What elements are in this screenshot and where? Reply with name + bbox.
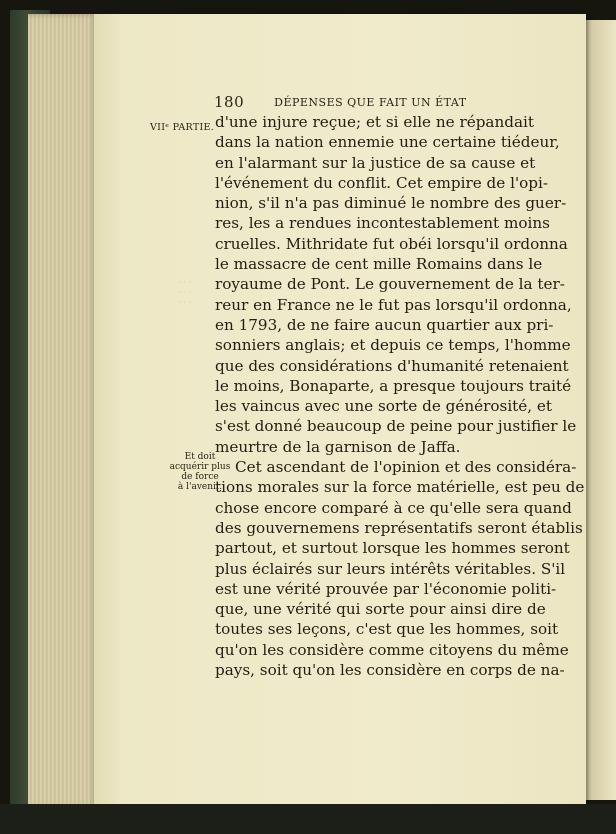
text-line: en l'alarmant sur la justice de sa cause et	[215, 153, 536, 172]
text-line: tions morales sur la force matérielle, est peu de	[215, 478, 585, 497]
text-line: l'événement du conflit. Cet empire de l'opi-	[215, 173, 548, 192]
running-head	[214, 93, 530, 111]
text-line: reur en France ne le fut pas lorsqu'il ordonna,	[215, 295, 572, 314]
text-line: le moins, Bonaparte, a presque toujours traité	[215, 376, 572, 395]
paragraph	[215, 112, 577, 457]
text-line: en 1793, de ne faire aucun quartier aux pri-	[215, 315, 554, 334]
text-line: des gouvernemens représentatifs seront établis	[215, 518, 583, 537]
facing-page-edge	[586, 20, 616, 800]
text-line: que, une vérité qui sorte pour ainsi dire de	[215, 600, 546, 619]
side-note-line: Et doit	[184, 452, 216, 462]
text-line: cruelles. Mithridate fut obéi lorsqu'il ordonna	[215, 234, 568, 253]
text-line: meurtre de la garnison de Jaffa.	[215, 437, 461, 456]
running-title: DÉPENSES QUE FAIT UN ÉTAT	[274, 96, 467, 109]
text-line: Cet ascendant de l'opinion et des considéra-	[235, 458, 577, 477]
text-line: royaume de Pont. Le gouvernement de la ter-	[215, 275, 565, 294]
show-through-text: · · · · · · · · ·	[178, 278, 192, 307]
side-note-line: à l'avenir.	[177, 482, 223, 492]
text-line: d'une injure reçue; et si elle ne répandait	[215, 113, 535, 131]
paragraph	[215, 457, 585, 680]
text-line: chose encore comparé à ce qu'elle sera quand	[215, 498, 572, 517]
page-stack-edges	[28, 14, 98, 810]
text-line: toutes ses leçons, c'est que les hommes, soit	[215, 620, 559, 639]
text-line: les vaincus avec une sorte de générosité, et	[215, 397, 553, 416]
side-note-line: de force	[181, 472, 219, 482]
page-number: 180	[214, 93, 245, 111]
text-line: qu'on les considère comme citoyens du même	[215, 640, 569, 659]
text-line: est une vérité prouvée par l'économie politi-	[215, 579, 557, 598]
side-note-line: acquérir plus	[169, 462, 231, 472]
text-line: nion, s'il n'a pas diminué le nombre des guer-	[215, 194, 567, 213]
text-line: plus éclairés sur leurs intérêts véritables. S'il	[215, 559, 566, 578]
text-line: que des considérations d'humanité retenaient	[215, 356, 569, 375]
part-label: VIIᵉ PARTIE.	[150, 122, 215, 133]
body-text	[215, 112, 585, 680]
bottom-binding	[0, 804, 616, 834]
text-line: pays, soit qu'on les considère en corps de na-	[215, 661, 565, 680]
text-line: le massacre de cent mille Romains dans le	[215, 255, 543, 274]
text-line: partout, et surtout lorsque les hommes seront	[215, 539, 570, 558]
text-line: dans la nation ennemie une certaine tiédeur,	[215, 133, 560, 152]
text-line: sonniers anglais; et depuis ce temps, l'homme	[215, 336, 571, 355]
text-line: s'est donné beaucoup de peine pour justifier le	[215, 417, 577, 436]
text-line: res, les a rendues incontestablement moins	[215, 214, 550, 233]
